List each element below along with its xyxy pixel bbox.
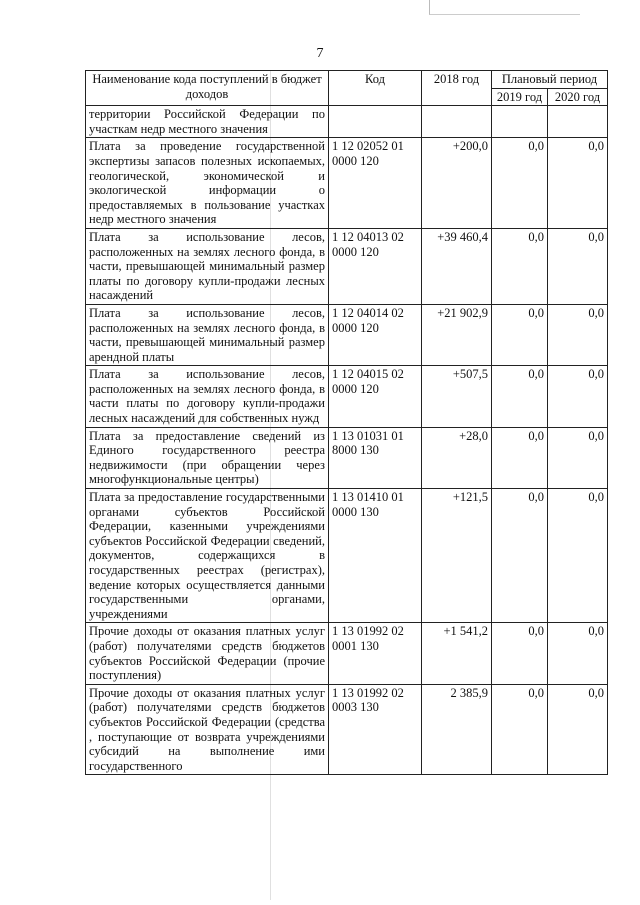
- header-planned-period: Плановый период: [492, 71, 608, 89]
- row-name: Прочие доходы от оказания платных услуг (работ) получателями средств бюджетов субъектов Российской Федерации (средства , поступающие от возврата учреждениями субсидий на выполнение ими государственного: [86, 684, 329, 775]
- header-2020: 2020 год: [548, 88, 608, 106]
- row-value-2018: +21 902,9: [422, 304, 492, 365]
- row-code: 1 12 04014 02 0000 120: [329, 304, 422, 365]
- row-value-2018: +28,0: [422, 427, 492, 488]
- row-value-2020: 0,0: [548, 427, 608, 488]
- row-value-2019: 0,0: [492, 684, 548, 775]
- row-value-2019: 0,0: [492, 228, 548, 304]
- table-row: [86, 106, 608, 138]
- row-code: 1 13 01031 01 8000 130: [329, 427, 422, 488]
- row-code: 1 13 01410 01 0000 130: [329, 489, 422, 623]
- table-row: [86, 427, 608, 488]
- row-value-2019: [492, 106, 548, 138]
- row-value-2018: +39 460,4: [422, 228, 492, 304]
- row-value-2018: +121,5: [422, 489, 492, 623]
- header-2018: 2018 год: [422, 71, 492, 106]
- table-row: [86, 684, 608, 775]
- row-value-2019: 0,0: [492, 427, 548, 488]
- header-name: Наименование кода поступлений в бюджет доходов: [86, 71, 329, 106]
- row-value-2020: 0,0: [548, 366, 608, 427]
- scan-edge-marks: [429, 0, 580, 15]
- row-value-2019: 0,0: [492, 138, 548, 229]
- row-value-2019: 0,0: [492, 366, 548, 427]
- table-row: [86, 228, 608, 304]
- row-value-2020: 0,0: [548, 228, 608, 304]
- table-body: [86, 106, 608, 775]
- row-name: Плата за предоставление государственными органами субъектов Российской Федерации, казенными учреждениями субъектов Российской Федерации сведений, документов, содержащихся в государственных реестрах (регистрах), ведение которых осуществляется данными государственными органами, учреждениями: [86, 489, 329, 623]
- row-value-2020: 0,0: [548, 684, 608, 775]
- page-number: 7: [316, 46, 324, 61]
- row-value-2018: +507,5: [422, 366, 492, 427]
- table-row: [86, 138, 608, 229]
- row-value-2019: 0,0: [492, 623, 548, 684]
- table-header: [86, 71, 608, 106]
- row-value-2018: +1 541,2: [422, 623, 492, 684]
- row-value-2020: 0,0: [548, 304, 608, 365]
- table-row: [86, 489, 608, 623]
- row-value-2020: [548, 106, 608, 138]
- row-code: 1 13 01992 02 0001 130: [329, 623, 422, 684]
- row-value-2019: 0,0: [492, 489, 548, 623]
- row-code: 1 13 01992 02 0003 130: [329, 684, 422, 775]
- row-name: Прочие доходы от оказания платных услуг (работ) получателями средств бюджетов субъектов Российской Федерации (прочие поступления): [86, 623, 329, 684]
- row-name: Плата за использование лесов, расположенных на землях лесного фонда, в части платы по договору купли-продажи лесных насаждений для собственных нужд: [86, 366, 329, 427]
- row-name: Плата за использование лесов, расположенных на землях лесного фонда, в части, превышающей минимальный размер арендной платы: [86, 304, 329, 365]
- row-code: 1 12 04015 02 0000 120: [329, 366, 422, 427]
- row-code: [329, 106, 422, 138]
- row-value-2018: 2 385,9: [422, 684, 492, 775]
- row-code: 1 12 04013 02 0000 120: [329, 228, 422, 304]
- row-value-2018: [422, 106, 492, 138]
- revenue-table: [85, 70, 608, 775]
- row-value-2020: 0,0: [548, 489, 608, 623]
- row-name: Плата за использование лесов, расположенных на землях лесного фонда, в части, превышающей минимальный размер платы по договору купли-продажи лесных насаждений: [86, 228, 329, 304]
- row-value-2019: 0,0: [492, 304, 548, 365]
- row-code: 1 12 02052 01 0000 120: [329, 138, 422, 229]
- table-row: [86, 304, 608, 365]
- row-value-2020: 0,0: [548, 138, 608, 229]
- row-name: Плата за предоставление сведений из Единого государственного реестра недвижимости (при обращении через многофункциональные центры): [86, 427, 329, 488]
- table-row: [86, 366, 608, 427]
- row-value-2018: +200,0: [422, 138, 492, 229]
- row-name: Плата за проведение государственной экспертизы запасов полезных ископаемых, геологической, экономической и экологической информации о предоставляемых в пользование участках недр местного значения: [86, 138, 329, 229]
- row-name: территории Российской Федерации по участкам недр местного значения: [86, 106, 329, 138]
- header-code: Код: [329, 71, 422, 106]
- row-value-2020: 0,0: [548, 623, 608, 684]
- table-row: [86, 623, 608, 684]
- header-2019: 2019 год: [492, 88, 548, 106]
